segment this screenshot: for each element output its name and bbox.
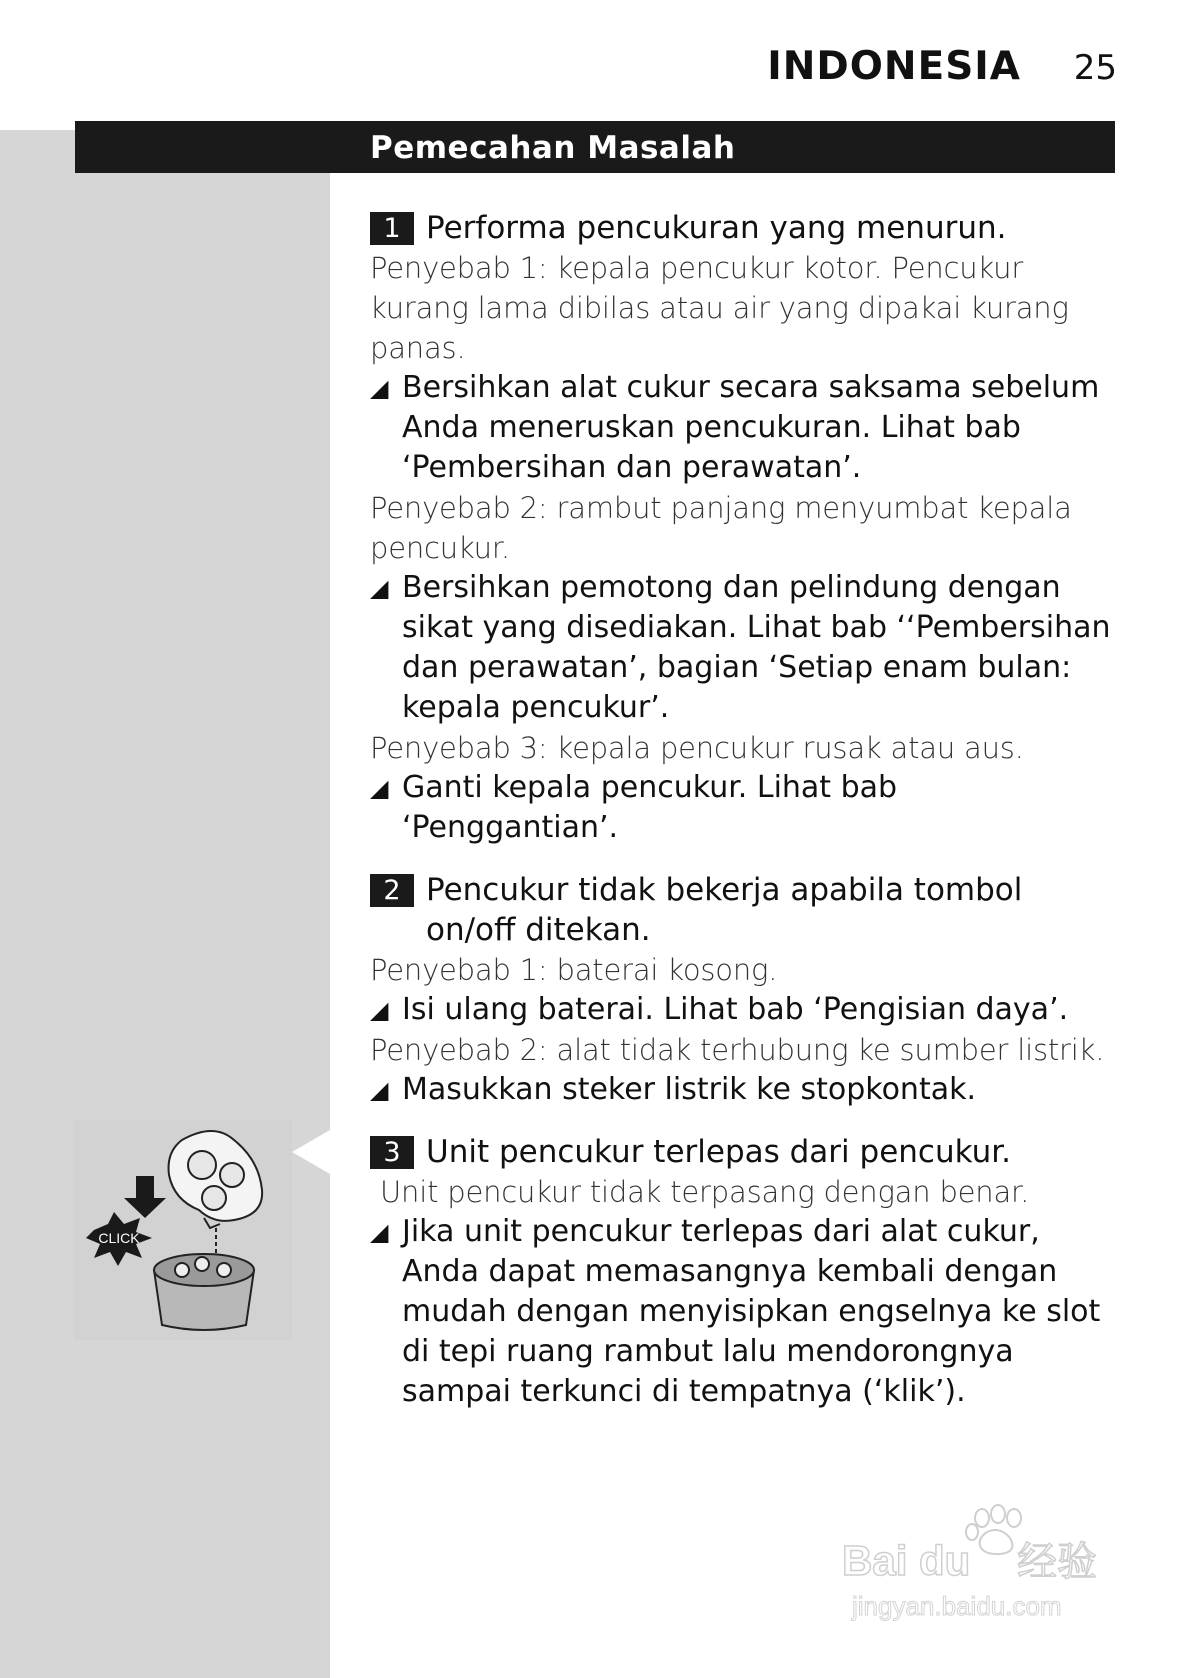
problem-heading: [370, 870, 1120, 950]
bullet-icon: ◢: [370, 996, 389, 1024]
bullet-icon: ◢: [370, 1076, 389, 1104]
baidu-logo-icon: [842, 1500, 1122, 1630]
solution-step: [370, 990, 1120, 1030]
solution-step: [370, 1212, 1120, 1412]
baidu-watermark: [842, 1500, 1122, 1630]
solution-step: [370, 768, 1120, 848]
section-title: Pemecahan Masalah: [370, 130, 736, 166]
troubleshooting-item-2: [370, 870, 1120, 1110]
solution-step: [370, 1070, 1120, 1110]
click-callout-text: CLICK: [98, 1230, 140, 1246]
cause-text: Unit pencukur tidak terpasang dengan benar.: [380, 1175, 1030, 1209]
problem-heading: [370, 1132, 1120, 1172]
cause-text: Penyebab 3: kepala pencukur rusak atau aus.: [370, 731, 1024, 765]
page-number: 25: [1073, 48, 1117, 88]
watermark-url: jingyan.baidu.com: [852, 1591, 1062, 1621]
bullet-icon: ◢: [370, 574, 389, 602]
solution-step: [370, 568, 1120, 728]
figure-pointer: [292, 1130, 330, 1174]
side-panel: [0, 130, 330, 1678]
watermark-suffix: 经验: [1017, 1539, 1097, 1585]
solution-text: Jika unit pencukur terlepas dari alat cukur, Anda dapat memasangnya kembali dengan mudah dengan menyisipkan engselnya ke slot di tepi ruang rambut lalu mendorongnya sampai terkunci di tempatnya (‘klik’).: [402, 1214, 1101, 1409]
language-heading: INDONESIA: [767, 44, 1021, 89]
watermark-brand: Bai du: [842, 1537, 971, 1584]
bullet-icon: ◢: [370, 374, 389, 402]
shaving-head-icon: [169, 1131, 263, 1228]
troubleshooting-item-1: [370, 208, 1120, 848]
solution-text: Bersihkan pemotong dan pelindung dengan sikat yang disediakan. Lihat bab ‘‘Pembersihan dan perawatan’, bagian ‘Setiap enam bulan: kepala pencukur’.: [402, 570, 1111, 725]
troubleshooting-list: [370, 208, 1120, 1434]
problem-number-badge: 1: [370, 212, 414, 245]
bullet-icon: ◢: [370, 774, 389, 802]
problem-heading: [370, 208, 1120, 248]
down-arrow-icon: [124, 1176, 166, 1218]
problem-title: Pencukur tidak bekerja apabila tombol on/off ditekan.: [426, 872, 1023, 948]
solution-text: Isi ulang baterai. Lihat bab ‘Pengisian daya’.: [402, 992, 1069, 1027]
cause-text: Penyebab 2: rambut panjang menyumbat kepala pencukur.: [370, 491, 1072, 565]
solution-text: Ganti kepala pencukur. Lihat bab ‘Penggantian’.: [402, 770, 898, 845]
shaver-click-illustration: [74, 1120, 292, 1340]
solution-text: Bersihkan alat cukur secara saksama sebelum Anda meneruskan pencukuran. Lihat bab ‘Pembersihan dan perawatan’.: [402, 370, 1100, 485]
shaving-unit-illustration: [74, 1120, 292, 1340]
problem-title: Unit pencukur terlepas dari pencukur.: [426, 1134, 1012, 1170]
click-burst-icon: [86, 1212, 152, 1266]
solution-step: [370, 368, 1120, 488]
cause-text: Penyebab 2: alat tidak terhubung ke sumber listrik.: [370, 1033, 1105, 1067]
problem-number-badge: 3: [370, 1136, 414, 1169]
cause-text: Penyebab 1: baterai kosong.: [370, 953, 778, 987]
cause-text: Penyebab 1: kepala pencukur kotor. Pencukur kurang lama dibilas atau air yang dipakai kurang panas.: [370, 251, 1069, 365]
problem-number-badge: 2: [370, 874, 414, 907]
problem-title: Performa pencukuran yang menurun.: [426, 210, 1007, 246]
troubleshooting-item-3: [370, 1132, 1120, 1412]
shaver-body-icon: [154, 1254, 254, 1330]
solution-text: Masukkan steker listrik ke stopkontak.: [402, 1072, 976, 1107]
bullet-icon: ◢: [370, 1218, 389, 1246]
